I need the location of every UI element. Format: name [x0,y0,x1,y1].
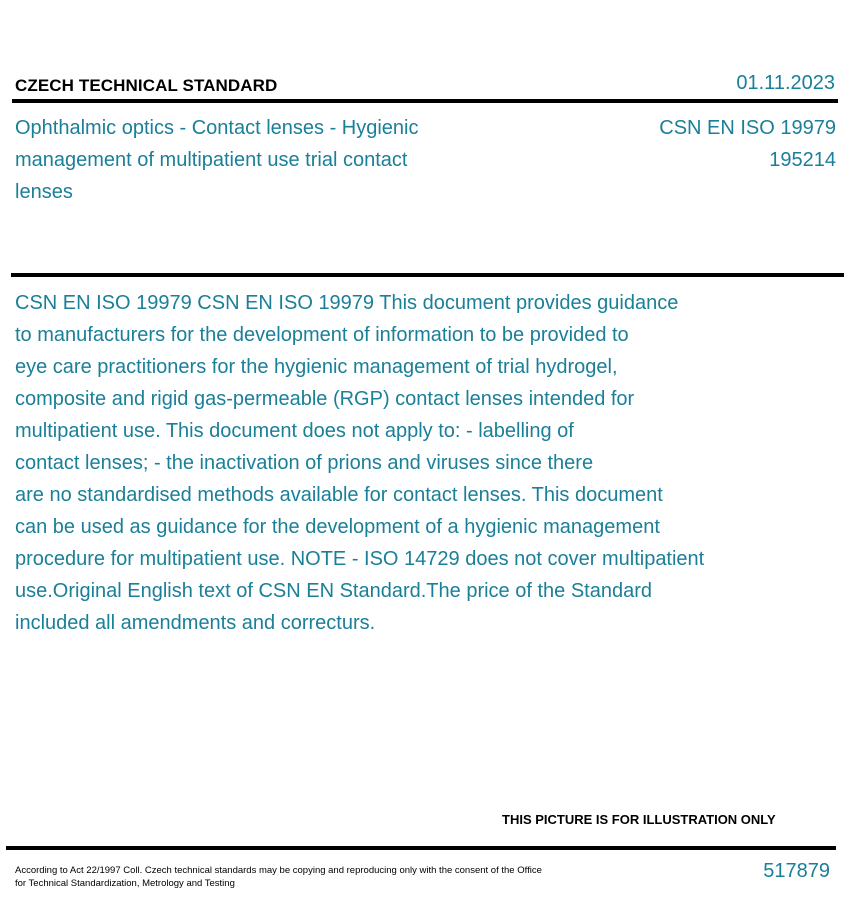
legal-notice [15,864,585,890]
legal-notice-line-2: for Technical Standardization, Metrology and Testing [15,878,235,889]
standard-number-block [659,112,836,176]
legal-notice-line-1: According to Act 22/1997 Coll. Czech technical standards may be copying and reproducing only with the consent of the Office [15,865,542,876]
document-category: CZECH TECHNICAL STANDARD [15,76,278,95]
document-id: 517879 [763,860,830,882]
publication-date: 01.11.2023 [736,72,835,94]
standard-number: CSN EN ISO 19979 [659,117,836,139]
illustration-disclaimer: THIS PICTURE IS FOR ILLUSTRATION ONLY [502,812,776,827]
abstract-text: CSN EN ISO 19979 CSN EN ISO 19979 This document provides guidance to manufacturers for the development of information to be provided to eye care practitioners for the hygienic management of trial hydrogel, composite and rigid gas-permeable (RGP) contact lenses intended for multipatient use. This document does not apply to: - labelling of contact lenses; - the inactivation of prions and viruses since there are no standardised methods available for contact lenses. This document can be used as guidance for the development of a hygienic management procedure for multipatient use. NOTE - ISO 14729 does not cover multipatient use.Original English text of CSN EN Standard.The price of the Standard included all amendments and correcturs. [15,292,705,634]
standard-title: Ophthalmic optics - Contact lenses - Hygienic management of multipatient use trial contact lenses [15,117,419,203]
footer-divider [6,846,836,850]
catalog-number: 195214 [769,149,836,171]
title-divider [11,273,844,277]
header-divider [12,99,838,103]
